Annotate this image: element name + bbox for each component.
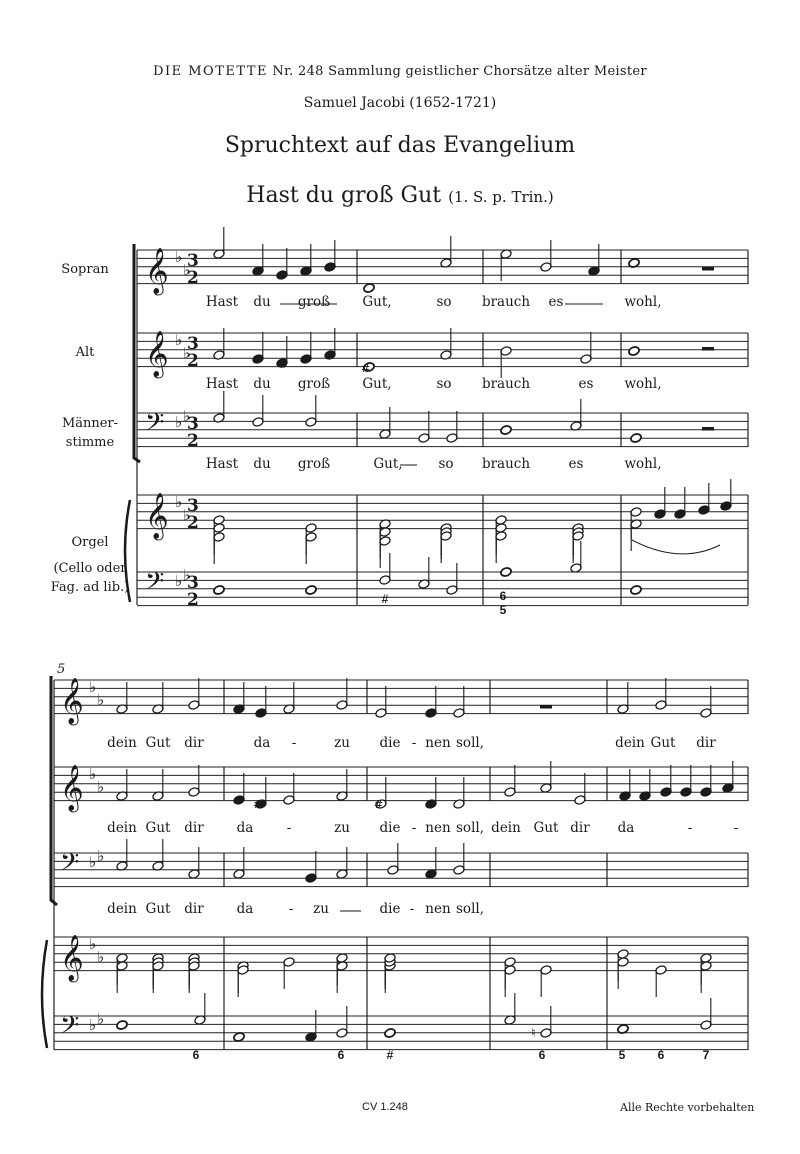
lyric-syllable: - [291,735,297,751]
lyric-syllable: zu [313,901,329,917]
lyric-syllable: - [687,820,693,836]
lyric-syllable: da [236,901,254,917]
lyric-syllable: dein [491,820,521,836]
series-name: DIE MOTETTE [153,64,268,79]
measure-number: 5 [57,662,66,677]
key-flat: ♭ [97,948,105,966]
bass-clef: 𝄢 [145,567,165,602]
lyric-syllable: so [436,376,452,392]
lyric-syllable: - [411,820,417,836]
natural-sign: ♮ [531,1026,536,1041]
part-label-bass-1: (Cello oder [53,561,127,576]
lyric-syllable: dein [107,735,137,751]
lyric-syllable: - [411,735,417,751]
key-flat: ♭ [97,1010,105,1028]
lyric-syllable: Gut [650,735,676,751]
lyric-syllable: soll, [456,820,484,836]
lyric-syllable: Gut [533,820,559,836]
part-label-men-1: Männer- [61,416,119,431]
lyric-syllable: wohl, [624,456,662,472]
soprano-note [363,283,375,294]
lyric-syllable: zu [334,735,350,751]
key-flat: ♭ [89,935,97,953]
key-flat: ♭ [175,572,183,590]
time-sig-num: 3 [187,334,199,354]
lyric-syllable: Gut [145,735,171,751]
lyric-syllable: da [253,735,271,751]
lyric-syllable: Gut, [362,294,392,310]
bass-clef: 𝄢 [60,1011,80,1046]
treble-clef: 𝄞 [145,493,169,539]
part-label-organ: Orgel [71,535,109,550]
key-flat: ♭ [89,678,97,696]
lyric-syllable: Gut, [362,376,392,392]
key-flat: ♭ [183,407,191,425]
tie [632,540,720,554]
lyric-syllable: groß [297,376,331,392]
lyric-syllable: dein [615,735,645,751]
figured-bass: # [381,592,389,606]
key-flat: ♭ [183,261,191,279]
lyric-syllable: soll, [456,901,484,917]
lyric-syllable: brauch [481,294,531,310]
lyric-syllable: nen [425,901,451,917]
lyric-syllable: du [253,376,271,392]
lyric-syllable: dir [184,735,204,751]
organ-brace [125,500,130,602]
time-sig-num: 3 [187,414,199,434]
treble-clef: 𝄞 [60,678,84,724]
lyric-syllable: soll, [456,735,484,751]
key-flat: ♭ [97,691,105,709]
series-subtitle: Sammlung geistlicher Chorsätze alter Meister [328,64,647,79]
figured-bass: 6 [499,589,507,603]
lyric-syllable: die [379,901,401,917]
lyric-syllable: Gut, [373,456,403,472]
key-flat: ♭ [89,765,97,783]
lyric-syllable: zu [334,820,350,836]
figured-bass: 6 [538,1048,546,1062]
lyric-syllable: Hast [205,294,239,310]
lyric-syllable: dir [184,901,204,917]
lyric-syllable: du [253,294,271,310]
lyric-syllable: dir [570,820,590,836]
time-sig-den: 2 [187,351,199,371]
lyric-syllable: dein [107,820,137,836]
lyric-syllable: Hast [205,376,239,392]
key-flat: ♭ [89,1016,97,1034]
time-sig-num: 3 [187,496,199,516]
figured-bass: 5 [499,603,507,617]
key-flat: ♭ [175,248,183,266]
lyric-syllable: es [578,376,594,392]
treble-clef: 𝄞 [60,765,84,811]
half-rest [540,705,552,709]
treble-clef: 𝄞 [145,248,169,294]
figured-bass: 7 [702,1048,710,1062]
time-sig-num: 3 [187,251,199,271]
key-flat: ♭ [97,847,105,865]
part-label-bass-2: Fag. ad lib.) [50,580,130,595]
men-note [500,425,512,436]
key-flat: ♭ [89,853,97,871]
alto-note [628,346,640,357]
lyric-syllable: nen [425,820,451,836]
lyric-syllable: wohl, [624,376,662,392]
composer: Samuel Jacobi (1652-1721) [303,95,497,111]
lyric-syllable: die [379,820,401,836]
time-sig-den: 2 [187,590,199,610]
organ-brace [42,940,47,1048]
sharp: # [374,798,384,811]
lyric-syllable: dir [696,735,716,751]
lyric-syllable: da [617,820,635,836]
lyric-syllable: dein [107,901,137,917]
time-sig-den: 2 [187,268,199,288]
bass-note [116,1020,128,1031]
subtitle-text: Hast du groß Gut [246,183,442,208]
half-rest [702,347,714,351]
sharp: # [253,798,263,811]
bass-note [213,585,225,596]
half-rest [702,427,714,431]
men-note [630,433,642,444]
figured-bass: # [386,1048,394,1062]
figured-bass: 6 [192,1048,200,1062]
lyric-syllable: - [409,901,415,917]
key-flat: ♭ [175,331,183,349]
lyric-syllable: dir [184,820,204,836]
sharp: # [361,362,371,375]
part-label-soprano: Sopran [61,262,109,277]
lyric-syllable: brauch [481,456,531,472]
time-sig-den: 2 [187,513,199,533]
lyric-syllable: da [236,820,254,836]
treble-clef: 𝄞 [60,935,84,981]
lyric-syllable: es [568,456,584,472]
lyric-syllable: brauch [481,376,531,392]
lyric-syllable: so [438,456,454,472]
lyric-syllable: - [286,820,292,836]
lyric-syllable: so [436,294,452,310]
lyric-syllable: Gut [145,820,171,836]
key-flat: ♭ [183,566,191,584]
half-rest [702,267,714,271]
figured-bass: 6 [337,1048,345,1062]
part-label-alto: Alt [75,345,95,360]
occasion-text: (1. S. p. Trin.) [448,188,554,206]
lyric-syllable: nen [425,735,451,751]
treble-clef: 𝄞 [145,331,169,377]
bass-note [384,1028,396,1039]
page-title: Spruchtext auf das Evangelium [224,133,576,158]
bass-note [305,585,317,596]
lyric-syllable: - [733,820,739,836]
time-sig-den: 2 [187,431,199,451]
key-flat: ♭ [183,506,191,524]
bass-clef: 𝄢 [145,408,165,443]
lyric-syllable: wohl, [624,294,662,310]
lyric-syllable: es [548,294,564,310]
part-label-men-2: stimme [65,435,115,450]
figured-bass: 6 [657,1048,665,1062]
bass-clef: 𝄢 [60,848,80,883]
lyric-syllable: du [253,456,271,472]
rights-notice: Alle Rechte vorbehalten [620,1101,755,1114]
catalog-number: CV 1.248 [362,1101,408,1113]
lyric-syllable: Hast [205,456,239,472]
lyric-syllable: groß [297,294,331,310]
lyric-syllable: - [288,901,294,917]
bass-note [630,585,642,596]
series-number: Nr. 248 [272,64,324,79]
sharp: # [279,358,289,371]
time-sig-num: 3 [187,573,199,593]
lyric-syllable: Gut [145,901,171,917]
key-flat: ♭ [183,344,191,362]
bass-note [500,567,512,578]
figured-bass: 5 [618,1048,626,1062]
lyric-syllable: die [379,735,401,751]
key-flat: ♭ [97,778,105,796]
key-flat: ♭ [175,413,183,431]
lyric-syllable: groß [297,456,331,472]
key-flat: ♭ [175,493,183,511]
